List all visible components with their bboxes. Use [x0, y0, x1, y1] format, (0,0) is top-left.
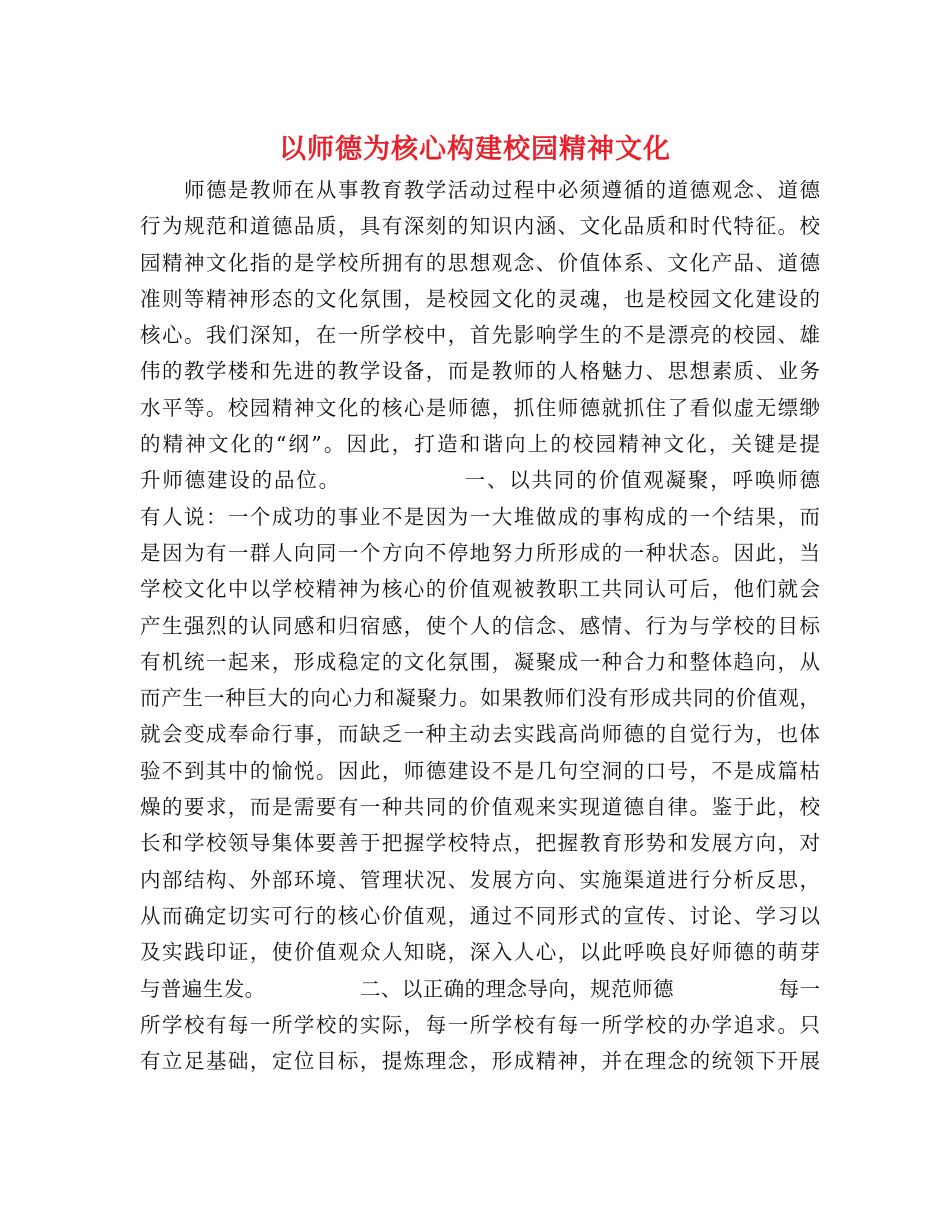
- body-line: 水平等。校园精神文化的核心是师德，抓住师德就抓住了看似虚无缥缈: [140, 395, 820, 420]
- body-line: 准则等精神形态的文化氛围，是校园文化的灵魂，也是校园文化建设的: [140, 286, 820, 311]
- body-line: 及实践印证，使价值观众人知晓，深入人心，以此呼唤良好师德的萌芽: [140, 940, 820, 965]
- body-line: 伟的教学楼和先进的教学设备，而是教师的人格魅力、思想素质、业务: [140, 359, 820, 384]
- body-line: 验不到其中的愉悦。因此，师德建设不是几句空洞的口号，不是成篇枯: [140, 758, 820, 783]
- body-line: 而产生一种巨大的向心力和凝聚力。如果教师们没有形成共同的价值观，: [140, 686, 820, 711]
- body-line: 有人说：一个成功的事业不是因为一大堆做成的事构成的一个结果，而: [140, 504, 820, 529]
- body-line: 是因为有一群人向同一个方向不停地努力所形成的一种状态。因此，当: [140, 540, 820, 565]
- body-line: 园精神文化指的是学校所拥有的思想观念、价值体系、文化产品、道德: [140, 250, 820, 275]
- body-line: 从而确定切实可行的核心价值观，通过不同形式的宣传、讨论、学习以: [140, 903, 820, 928]
- document-title: 以师德为核心构建校园精神文化: [279, 134, 671, 165]
- body-line: 与普遍生发。 二、以正确的理念导向，规范师德 每一: [140, 976, 820, 1001]
- body-line: 升师德建设的品位。 一、以共同的价值观凝聚，呼唤师德: [140, 468, 820, 493]
- body-line: 学校文化中以学校精神为核心的价值观被教职工共同认可后，他们就会: [140, 577, 820, 602]
- body-line: 核心。我们深知，在一所学校中，首先影响学生的不是漂亮的校园、雄: [140, 323, 820, 348]
- body-line: 产生强烈的认同感和归宿感，使个人的信念、感情、行为与学校的目标: [140, 613, 820, 638]
- body-line: 长和学校领导集体要善于把握学校特点，把握教育形势和发展方向，对: [140, 831, 820, 856]
- body-line: 的精神文化的“纲”。因此，打造和谐向上的校园精神文化，关键是提: [140, 432, 820, 457]
- body-line: 有立足基础，定位目标，提炼理念，形成精神，并在理念的统领下开展: [140, 1049, 820, 1074]
- body-line: 行为规范和道德品质，具有深刻的知识内涵、文化品质和时代特征。校: [140, 214, 820, 239]
- body-line: 有机统一起来，形成稳定的文化氛围，凝聚成一种合力和整体趋向，从: [140, 649, 820, 674]
- body-line: 内部结构、外部环境、管理状况、发展方向、实施渠道进行分析反思，: [140, 867, 820, 892]
- document-body: [140, 172, 820, 1079]
- body-line: 就会变成奉命行事，而缺乏一种主动去实践高尚师德的自觉行为，也体: [140, 722, 820, 747]
- body-line: 所学校有每一所学校的实际，每一所学校有每一所学校的办学追求。只: [140, 1012, 820, 1037]
- body-line: 师德是教师在从事教育教学活动过程中必须遵循的道德观念、道德: [140, 178, 820, 202]
- body-line: 燥的要求，而是需要有一种共同的价值观来实现道德自律。鉴于此，校: [140, 795, 820, 820]
